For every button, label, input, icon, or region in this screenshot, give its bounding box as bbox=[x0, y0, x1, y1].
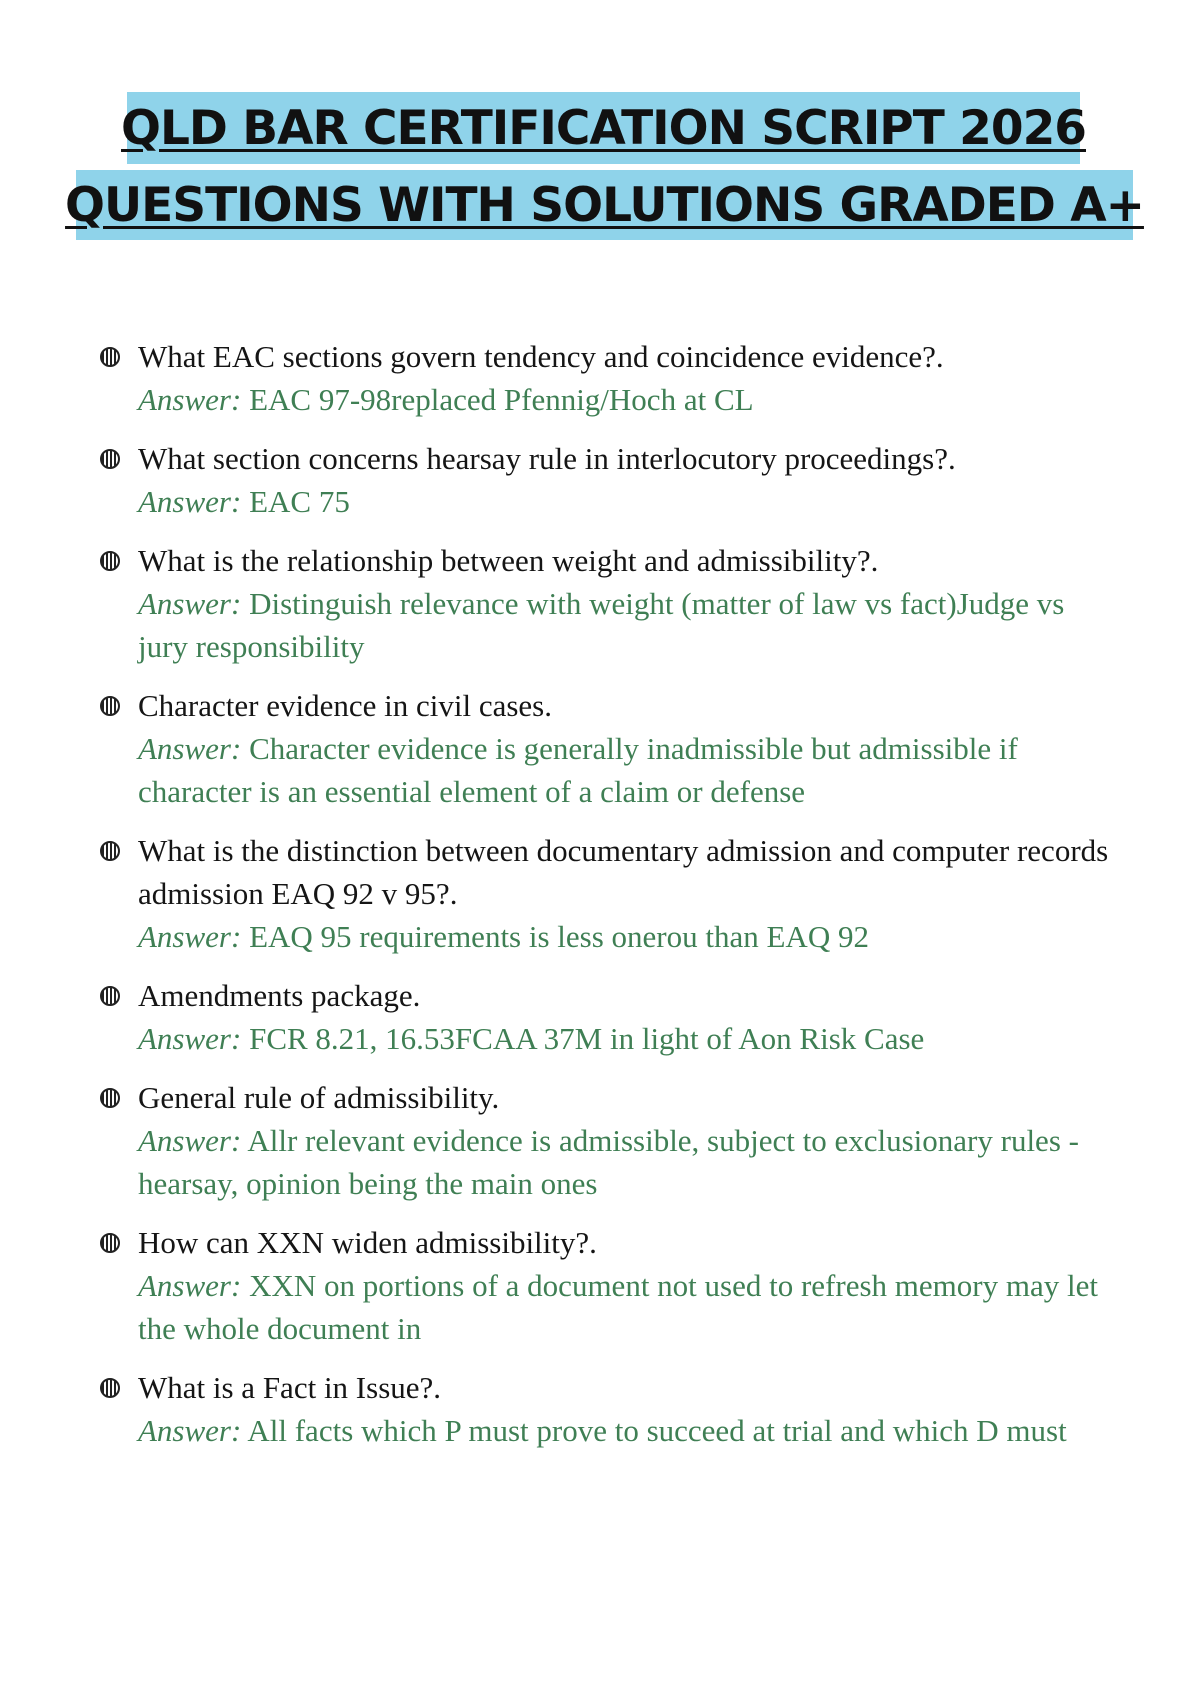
answer-block bbox=[138, 378, 1118, 421]
answer-text: Allr relevant evidence is admissible, subject to exclusionary rules - hearsay, opinion being the main ones bbox=[138, 1123, 1079, 1201]
answer-text: All facts which P must prove to succeed at trial and which D must bbox=[247, 1413, 1067, 1448]
answer-block bbox=[138, 727, 1118, 813]
answer-label: Answer: bbox=[138, 1268, 242, 1303]
qa-item-1 bbox=[98, 335, 1118, 421]
striped-circle-bullet-icon bbox=[100, 449, 120, 469]
answer-label: Answer: bbox=[138, 731, 242, 766]
answer-block bbox=[138, 915, 1118, 958]
answer-text: EAC 97-98replaced Pfennig/Hoch at CL bbox=[249, 382, 754, 417]
qa-item-4 bbox=[98, 684, 1118, 813]
answer-block bbox=[138, 1264, 1118, 1350]
qa-item-5 bbox=[98, 829, 1118, 958]
qa-item-7 bbox=[98, 1076, 1118, 1205]
question-text: What is the distinction between documentary admission and computer records admission EAQ 92 v 95?. bbox=[138, 833, 1109, 911]
striped-circle-bullet-icon bbox=[100, 696, 120, 716]
answer-block bbox=[138, 1409, 1118, 1452]
question-answer-list bbox=[98, 335, 1118, 1468]
question-text: Amendments package. bbox=[138, 978, 421, 1013]
answer-label: Answer: bbox=[138, 1413, 242, 1448]
answer-label: Answer: bbox=[138, 484, 242, 519]
striped-circle-bullet-icon bbox=[100, 1233, 120, 1253]
title-line-1: QLD BAR CERTIFICATION SCRIPT 2026 bbox=[127, 92, 1080, 164]
question-text: What is a Fact in Issue?. bbox=[138, 1370, 442, 1405]
striped-circle-bullet-icon bbox=[100, 841, 120, 861]
qa-item-3 bbox=[98, 539, 1118, 668]
question-text: What section concerns hearsay rule in interlocutory proceedings?. bbox=[138, 441, 956, 476]
answer-text: EAC 75 bbox=[249, 484, 350, 519]
title-line-2: QUESTIONS WITH SOLUTIONS GRADED A+ bbox=[76, 170, 1133, 240]
answer-label: Answer: bbox=[138, 1123, 242, 1158]
answer-block bbox=[138, 1017, 1118, 1060]
answer-block bbox=[138, 582, 1118, 668]
qa-item-8 bbox=[98, 1221, 1118, 1350]
striped-circle-bullet-icon bbox=[100, 347, 120, 367]
answer-label: Answer: bbox=[138, 1021, 242, 1056]
striped-circle-bullet-icon bbox=[100, 1088, 120, 1108]
answer-block bbox=[138, 1119, 1118, 1205]
answer-block bbox=[138, 480, 1118, 523]
answer-text: EAQ 95 requirements is less onerou than EAQ 92 bbox=[249, 919, 869, 954]
question-text: What EAC sections govern tendency and coincidence evidence?. bbox=[138, 339, 944, 374]
qa-item-6 bbox=[98, 974, 1118, 1060]
answer-text: Distinguish relevance with weight (matter of law vs fact)Judge vs jury responsibility bbox=[138, 586, 1065, 664]
striped-circle-bullet-icon bbox=[100, 551, 120, 571]
answer-text: XXN on portions of a document not used to refresh memory may let the whole document in bbox=[138, 1268, 1098, 1346]
striped-circle-bullet-icon bbox=[100, 1378, 120, 1398]
answer-label: Answer: bbox=[138, 382, 242, 417]
question-text: How can XXN widen admissibility?. bbox=[138, 1225, 597, 1260]
question-text: General rule of admissibility. bbox=[138, 1080, 500, 1115]
qa-item-9 bbox=[98, 1366, 1118, 1452]
answer-text: FCR 8.21, 16.53FCAA 37M in light of Aon Risk Case bbox=[249, 1021, 925, 1056]
answer-label: Answer: bbox=[138, 586, 242, 621]
answer-label: Answer: bbox=[138, 919, 242, 954]
striped-circle-bullet-icon bbox=[100, 986, 120, 1006]
question-text: What is the relationship between weight and admissibility?. bbox=[138, 543, 879, 578]
question-text: Character evidence in civil cases. bbox=[138, 688, 552, 723]
answer-text: Character evidence is generally inadmissible but admissible if character is an essential element of a claim or defense bbox=[138, 731, 1018, 809]
qa-item-2 bbox=[98, 437, 1118, 523]
